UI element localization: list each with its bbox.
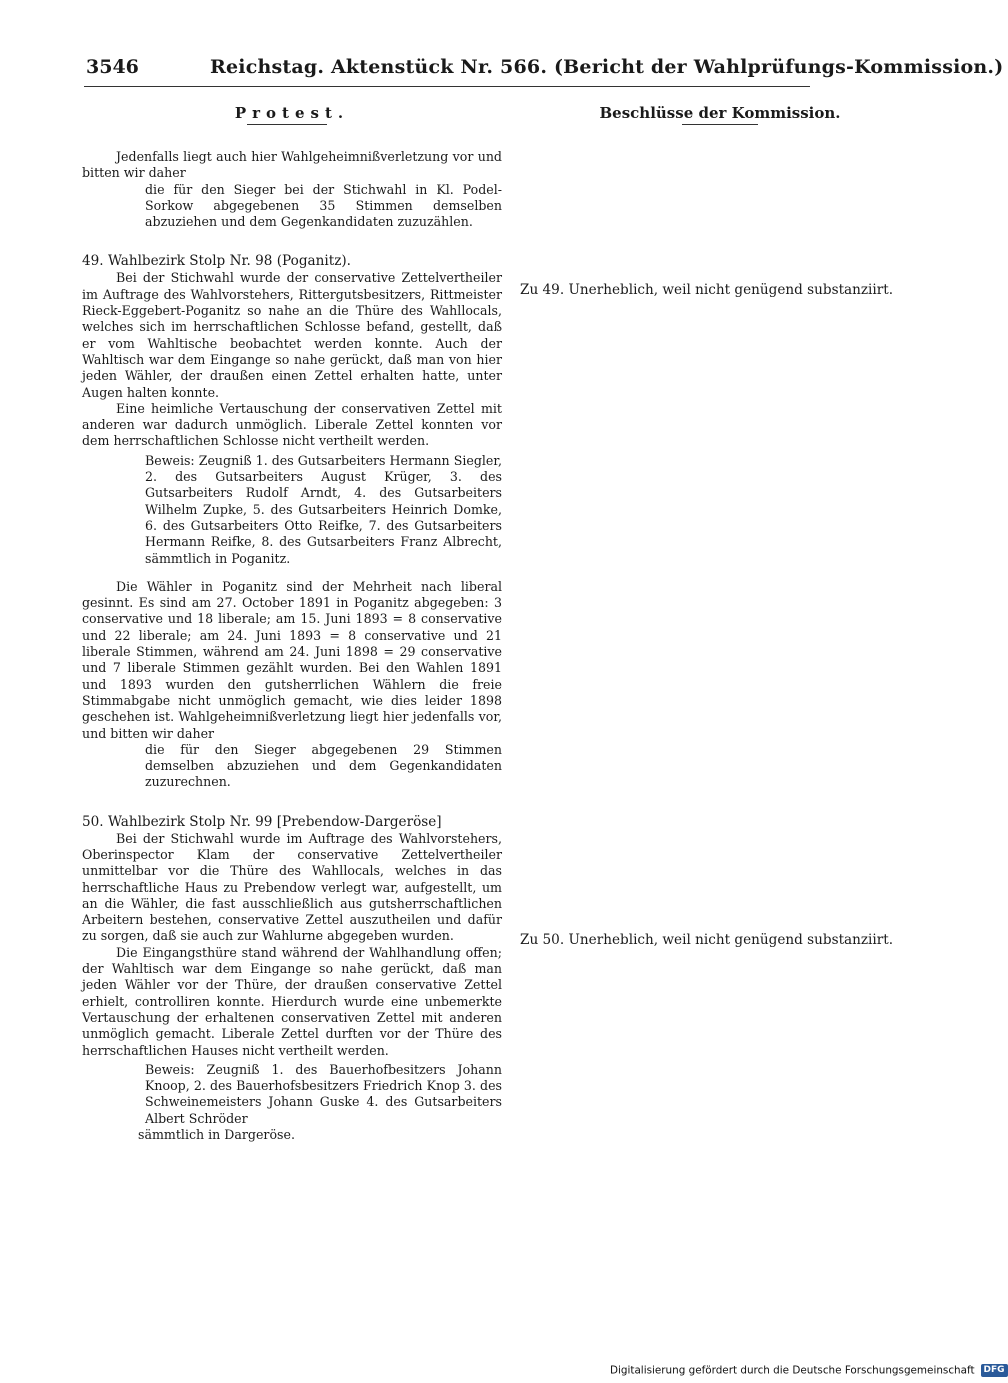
credit-text: Digitalisierung gefördert durch die Deutsche Forschungsgemeinschaft — [610, 1364, 975, 1377]
decisions-heading: Beschlüsse der Kommission. — [599, 104, 841, 122]
section-50-title: 50. Wahlbezirk Stolp Nr. 99 [Prebendow-Dargeröse] — [82, 813, 442, 830]
page-header — [86, 56, 1004, 86]
section-49-title: 49. Wahlbezirk Stolp Nr. 98 (Poganitz). — [82, 253, 351, 270]
section-49-request: die für den Sieger abgegebenen 29 Stimmen demselben abzuziehen und dem Gegenkandidaten zuzurechnen. — [145, 741, 502, 790]
decisions-column — [520, 104, 920, 948]
header-rule — [84, 86, 810, 87]
decisions-heading-rule — [682, 124, 758, 125]
dfg-logo: DFG — [981, 1364, 1008, 1377]
decision-50: Zu 50. Unerheblich, weil nicht genügend substanziirt. — [520, 932, 894, 948]
intro-paragraph: Jedenfalls liegt auch hier Wahlgeheimnißverletzung vor und bitten wir daher — [82, 149, 502, 181]
section-49-paragraph-3: Die Wähler in Poganitz sind der Mehrheit nach liberal gesinnt. Es sind am 27. October 1891 in Poganitz abgegeben: 3 conservative und 18 liberale; am 15. Juni 1893 = 8 conservative und 22 liberale; am 24. Juni 1893 = 8 conservative und 21 liberale Stimmen, während am 24. Juni 1898 = 29 conservative und 7 liberale Stimmen gezählt wurden. Bei den Wahlen 1891 und 1893 wurden den gutsherrlichen Wählern die freie Stimmabgabe nicht unmöglich gemacht, wie dies leider 1898 geschehen ist. Wahlgeheimnißverletzung liegt hier jedenfalls vor, und bitten wir daher — [82, 578, 502, 741]
section-50-evidence: Beweis: Zeugniß 1. des Bauerhofbesitzers Johann Knoop, 2. des Bauerhofsbesitzers Friedrich Knop 3. des Schweinemeisters Johann Guske 4. des Gutsarbeiters Albert Schröder — [145, 1061, 502, 1126]
digitization-credit — [610, 1364, 1005, 1380]
section-50-paragraph-2: Die Eingangsthüre stand während der Wahlhandlung offen; der Wahltisch war dem Eingange so nahe gerückt, daß man jeden Wähler vor der Thüre, der draußen conservative Zettel erhielt, controlliren konnte. Hierdurch wurde eine unbemerkte Vertauschung der erhaltenen conservativen Zettel mit anderen unmöglich gemacht. Liberale Zettel durften vor der Thüre des herrschaftlichen Hauses nicht vertheilt werden. — [82, 944, 502, 1058]
protest-column — [82, 104, 502, 1143]
page-number: 3546 — [86, 56, 139, 78]
section-49-paragraph-2: Eine heimliche Vertauschung der conservativen Zettel mit anderen war dadurch unmöglich. Liberale Zettel konnten vor dem herrschaftlichen Schlosse nicht vertheilt werden. — [82, 400, 502, 449]
decision-49: Zu 49. Unerheblich, weil nicht genügend substanziirt. — [520, 282, 894, 298]
section-49-evidence: Beweis: Zeugniß 1. des Gutsarbeiters Hermann Siegler, 2. des Gutsarbeiters August Krüger, 3. des Gutsarbeiters Rudolf Arndt, 4. des Gutsarbeiters Wilhelm Zupke, 5. des Gutsarbeiters Heinrich Domke, 6. des Gutsarbeiters Otto Reifke, 7. des Gutsarbeiters Hermann Reifke, 8. des Gutsarbeiters Franz Albrecht, sämmtlich in Poganitz. — [145, 452, 502, 566]
intro-request: die für den Sieger bei der Stichwahl in Kl. Podel-Sorkow abgegebenen 35 Stimmen demselben abzuziehen und dem Gegenkandidaten zuzuzählen. — [145, 181, 502, 230]
section-49-paragraph-1: Bei der Stichwahl wurde der conservative Zettelvertheiler im Auftrage des Wahlvorstehers, Rittergutsbesitzers, Rittmeister Rieck-Eggebert-Poganitz so nahe an die Thüre des Wahllocals, welches sich im herrschaftlichen Schlosse befand, gestellt, daß er vom Wahltische beobachtet werden konnte. Auch der Wahltisch war dem Eingange so nahe gerückt, daß man von hier jeden Wähler, der draußen einen Zettel erhalten hatte, unter Augen halten konnte. — [82, 270, 502, 400]
section-50-paragraph-1: Bei der Stichwahl wurde im Auftrage des Wahlvorstehers, Oberinspector Klam der conservative Zettelvertheiler unmittelbar vor die Thüre des Wahllocals, welches in das herrschaftliche Haus zu Prebendow verlegt war, aufgestellt, um an die Wähler, die fast ausschließlich aus gutsherrschaftlichen Arbeitern bestehen, conservative Zettel auszutheilen und dafür zu sorgen, daß sie auch zur Wahlurne abgegeben wurden. — [82, 830, 502, 944]
protest-heading-rule — [247, 124, 327, 125]
section-50-evidence-end: sämmtlich in Dargeröse. — [138, 1127, 295, 1143]
protest-heading: Protest. — [234, 104, 350, 122]
running-title: Reichstag. Aktenstück Nr. 566. (Bericht der Wahlprüfungs-Kommission.) — [210, 56, 1004, 78]
